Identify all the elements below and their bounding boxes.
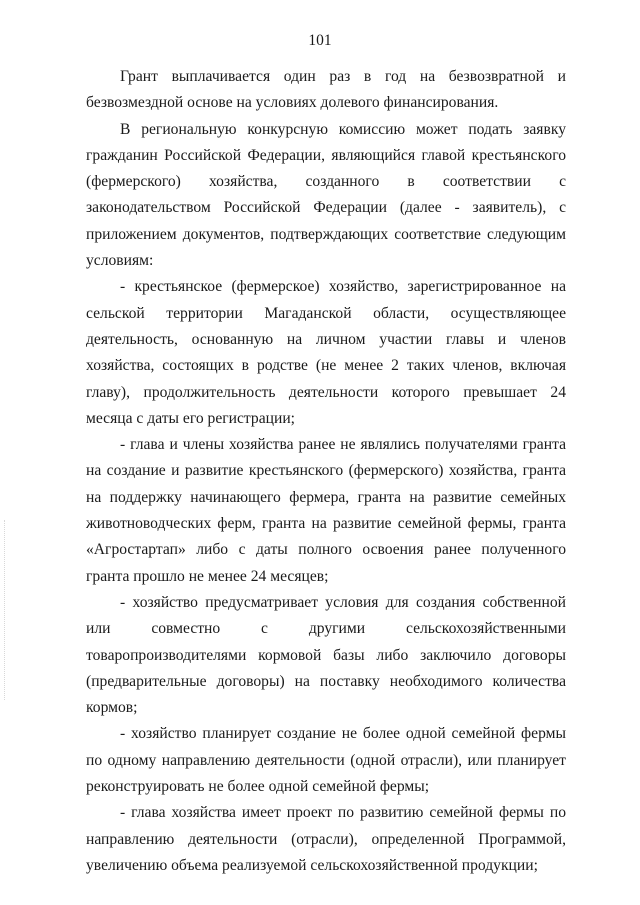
- condition-farm-registration: - крестьянское (фермерское) хозяйство, зарегистрированное на сельской территории Магаданской области, осуществляющее деятельность, основанную на личном участии главы и членов хозяйства, состоящих в родстве (не менее 2 таких членов, включая главу), продолжительность деятельности которого превышает 24 месяца с даты его регистрации;: [86, 278, 566, 427]
- paragraph-grant-terms: Грант выплачивается один раз в год на безвозвратной и безвозмездной основе на условиях долевого финансирования.: [86, 68, 566, 112]
- scan-edge-artifact: [4, 520, 7, 700]
- condition-development-project: - глава хозяйства имеет проект по развитию семейной фермы по направлению деятельности (отрасли), определенной Программой, увеличению объема реализуемой сельскохозяйственной продукции;: [86, 804, 566, 874]
- paragraph-applicant: В региональную конкурсную комиссию может подать заявку гражданин Российской Федерации, являющийся главой крестьянского (фермерского) хозяйства, созданного в соответствии с законодательством Российской Федерации (далее - заявитель), с приложением документов, подтверждающих соответствие следующим условиям:: [86, 120, 566, 270]
- condition-feed-base: - хозяйство предусматривает условия для создания собственной или совместно с другими сельскохозяйственными товаропроизводителями кормовой базы либо заключило договоры (предварительные договоры) на поставку необходимого количества кормов;: [86, 593, 566, 717]
- page-number: 101: [308, 32, 332, 49]
- condition-single-farm: - хозяйство планирует создание не более одной семейной фермы по одному направлению деятельности (одной отрасли), или планирует реконструировать не более одной семейной фермы;: [86, 725, 566, 796]
- condition-no-previous-grant: - глава и члены хозяйства ранее не являлись получателями гранта на создание и развитие крестьянского (фермерского) хозяйства, гранта на поддержку начинающего фермера, гранта на развитие семейных животноводческих ферм, гранта на развитие семейной фермы, гранта «Агростартап» либо с даты полного освоения ранее полученного гранта прошло не менее 24 месяцев;: [86, 436, 566, 585]
- document-body: [86, 64, 566, 879]
